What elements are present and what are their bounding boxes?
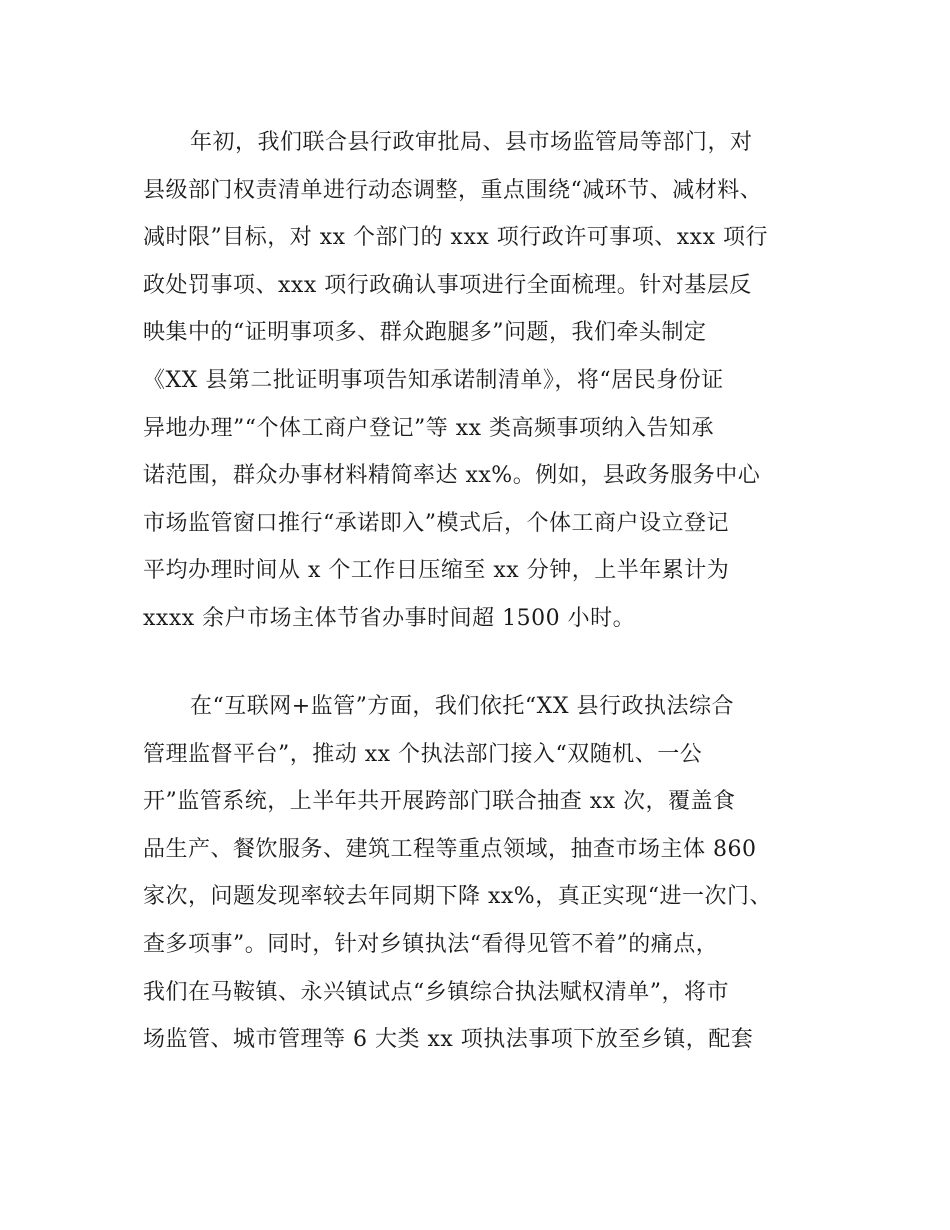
text-line: 平均办理时间从 x 个工作日压缩至 xx 分钟，上半年累计为 bbox=[143, 558, 730, 584]
paragraph-1 bbox=[143, 119, 833, 643]
text-line: 家次，问题发现率较去年同期下降 xx%，真正实现“进一次门、 bbox=[143, 884, 772, 910]
text-line: 查多项事”。同时，针对乡镇执法“看得见管不着”的痛点， bbox=[143, 931, 719, 957]
text-line: 政处罚事项、xxx 项行政确认事项进行全面梳理。针对基层反 bbox=[143, 272, 752, 298]
text-line: 县级部门权责清单进行动态调整，重点围绕“减环节、减材料、 bbox=[143, 177, 763, 203]
text-line: 年初，我们联合县行政审批局、县市场监管局等部门，对 bbox=[190, 130, 753, 155]
text-line: 市场监管窗口推行“承诺即入”模式后，个体工商户设立登记 bbox=[143, 510, 729, 536]
text-line: 开”监管系统，上半年共开展跨部门联合抽查 xx 次，覆盖食 bbox=[143, 789, 736, 815]
text-line: 《XX 县第二批证明事项告知承诺制清单》，将“居民身份证 bbox=[143, 367, 724, 393]
text-line: 减时限”目标，对 xx 个部门的 xxx 项行政许可事项、xxx 项行 bbox=[143, 225, 768, 251]
text-line: 场监管、城市管理等 6 大类 xx 项执法事项下放至乡镇，配套 bbox=[143, 1027, 754, 1053]
text-line: 在“互联网+监管”方面，我们依托“XX 县行政执法综合 bbox=[190, 694, 734, 719]
paragraph-2 bbox=[143, 683, 833, 1064]
text-line: 品生产、餐饮服务、建筑工程等重点领域，抽查市场主体 860 bbox=[143, 836, 757, 862]
text-line: 诺范围，群众办事材料精简率达 xx%。例如，县政务服务中心 bbox=[143, 463, 761, 489]
text-line: 我们在马鞍镇、永兴镇试点“乡镇综合执法赋权清单”，将市 bbox=[143, 979, 729, 1005]
text-line: 异地办理”“个体工商户登记”等 xx 类高频事项纳入告知承 bbox=[143, 415, 715, 441]
text-line: 映集中的“证明事项多、群众跑腿多”问题，我们牵头制定 bbox=[143, 320, 707, 346]
text-line: xxxx 余户市场主体节省办事时间超 1500 小时。 bbox=[143, 605, 636, 631]
text-line: 管理监督平台”，推动 xx 个执法部门接入“双随机、一公 bbox=[143, 741, 703, 767]
